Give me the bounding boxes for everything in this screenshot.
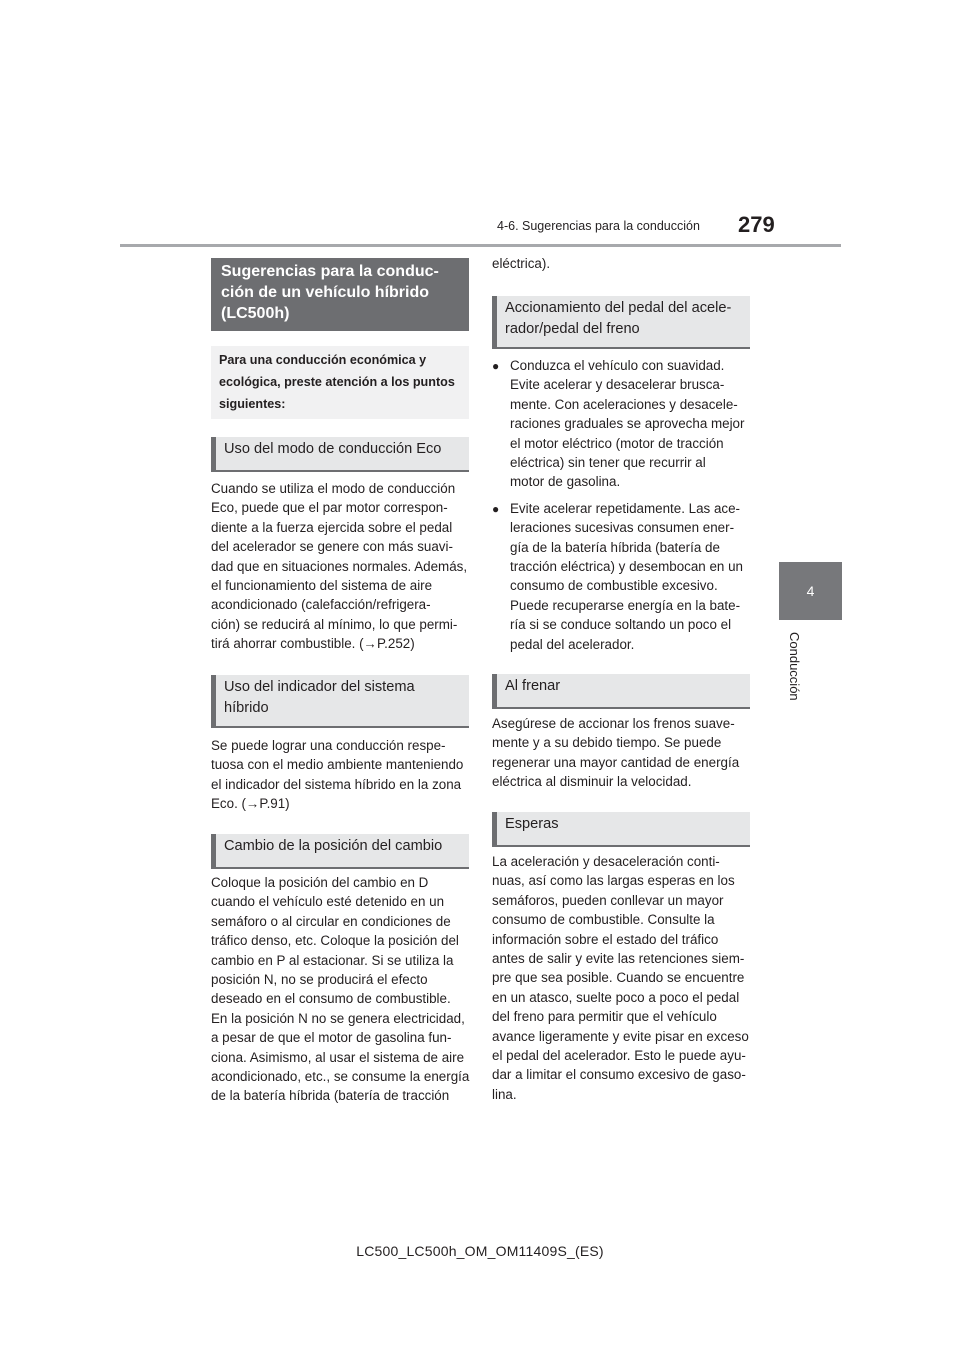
heading-pedal-operation: [492, 296, 750, 349]
waiting-paragraph: [492, 852, 754, 1104]
bullet-icon: ●: [492, 501, 500, 516]
text-line: dad que en situaciones normales. Además,: [211, 558, 468, 574]
text-line: gía de la batería híbrida (batería de: [510, 539, 720, 555]
braking-paragraph: [492, 714, 754, 792]
heading-eco-mode: [211, 437, 469, 472]
eco-mode-paragraph: [211, 479, 473, 654]
text-line: acondicionado, etc., se consume la energía: [211, 1069, 470, 1085]
text-line: del freno para permitir que el vehículo: [492, 1009, 717, 1025]
heading-line: Esperas: [505, 816, 559, 832]
heading-line: Uso del modo de conducción Eco: [224, 441, 442, 457]
bullet-item: [492, 356, 754, 492]
bullet-list: [492, 356, 754, 654]
section-title-box: [211, 258, 469, 331]
text-line: regenerar una mayor cantidad de energía: [492, 754, 740, 770]
text-line: ría si se conduce soltando un poco el: [510, 617, 732, 633]
text-line: cuando el vehículo esté detenido en un: [211, 894, 445, 910]
text-line: avance ligeramente y evite pisar en exceso: [492, 1028, 749, 1044]
header-section-title: 4-6. Sugerencias para la conducción: [497, 219, 700, 233]
text-line: mente y a su debido tiempo. Se puede: [492, 735, 722, 751]
text-line: La aceleración y desaceleración conti-: [492, 854, 720, 869]
section-title-line: (LC500h): [221, 305, 290, 322]
text-line: eléctrica) sin tener que recurrir al: [510, 455, 706, 471]
hybrid-indicator-paragraph: [211, 736, 473, 814]
text-line: tráfico denso, etc. Coloque la posición del: [211, 933, 459, 949]
bullet-item: [492, 499, 754, 654]
text-line: el motor eléctrico (motor de tracción: [510, 435, 724, 451]
text-line: en un atasco, suelte poco a poco el pedal: [492, 989, 740, 1005]
text-line: lina.: [492, 1086, 517, 1102]
text-line: Coloque la posición del cambio en D: [211, 875, 429, 890]
text-line: el indicador del sistema híbrido en la zona: [211, 776, 462, 792]
text-line: ciona. Asimismo, al usar el sistema de aire: [211, 1049, 465, 1065]
text-line: raciones graduales se aprovecha mejor: [510, 416, 745, 432]
text-line: información sobre el estado del tráfico: [492, 931, 719, 947]
heading-line: Uso del indicador del sistema: [224, 679, 415, 695]
heading-line: Cambio de la posición del cambio: [224, 838, 443, 854]
text-line: a pesar de que el motor de gasolina fun-: [211, 1030, 452, 1046]
text-line: motor de gasolina.: [510, 474, 621, 490]
chapter-tab: [779, 562, 842, 620]
text-line: semáforos, pueden conllevar un mayor: [492, 892, 724, 908]
heading-shift-position: [211, 834, 469, 869]
heading-line: Accionamiento del pedal del acele-: [505, 300, 732, 316]
heading-waiting: [492, 812, 750, 847]
text-line: nuas, así como las largas esperas en los: [492, 873, 735, 889]
text-line: leraciones sucesivas consumen ener-: [510, 520, 735, 536]
text-line: el funcionamiento del sistema de aire: [211, 578, 433, 594]
section-title-line: Sugerencias para la conduc-: [221, 263, 439, 280]
text-line: dar a limitar el consumo excesivo de gaso-: [492, 1067, 746, 1083]
text-line: En la posición N no se genera electricidad,: [211, 1010, 465, 1026]
chapter-label: Conducción: [787, 632, 802, 701]
text-line: Cuando se utiliza el modo de conducción: [211, 481, 456, 496]
text-line: Evite acelerar y desacelerar brusca-: [510, 377, 725, 393]
heading-braking: [492, 674, 750, 709]
intro-line: siguientes:: [219, 397, 286, 411]
text-line: mente. Con aceleraciones y desacele-: [510, 396, 738, 412]
shift-position-paragraph: [211, 873, 473, 1106]
chapter-number: 4: [806, 583, 815, 599]
text-line: deseado en el consumo de combustible.: [211, 991, 451, 1007]
text-line: Asegúrese de accionar los frenos suave-: [492, 716, 735, 731]
header-divider: [120, 244, 841, 247]
text-line: pedal del acelerador.: [510, 636, 635, 652]
text-line: diente a la fuerza ejercida sobre el pedal: [211, 519, 453, 535]
text-line: Conduzca el vehículo con suavidad.: [510, 358, 725, 373]
text-line: semáforo o al circular en condiciones de: [211, 913, 451, 929]
continuation-text: eléctrica).: [492, 256, 551, 271]
text-line: posición N, no se producirá el efecto: [211, 972, 428, 988]
text-line: consumo de combustible excesivo.: [510, 578, 718, 594]
document-id-footer: LC500_LC500h_OM_OM11409S_(ES): [356, 1243, 604, 1259]
text-line: Se puede lograr una conducción respe-: [211, 738, 446, 753]
heading-line: híbrido: [224, 700, 269, 716]
text-line: tracción eléctrica) y desembocan en un: [510, 559, 743, 575]
text-line: el pedal del acelerador. Esto le puede ayu-: [492, 1048, 746, 1064]
text-line: tirá ahorrar combustible. (→P.252): [211, 636, 415, 652]
text-line: pre que sea posible. Cuando se encuentre: [492, 970, 745, 986]
text-line: Eco. (→P.91): [211, 796, 290, 812]
text-line: Evite acelerar repetidamente. Las ace-: [510, 500, 740, 516]
text-line: acondicionado (calefacción/refrigera-: [211, 597, 431, 613]
text-line: cambio en P al estacionar. Si se utiliza la: [211, 952, 454, 968]
heading-line: rador/pedal del freno: [505, 321, 640, 337]
intro-box: [211, 346, 469, 419]
text-line: del acelerador se genere con más suavi-: [211, 539, 453, 555]
heading-hybrid-indicator: [211, 675, 469, 728]
text-line: tuosa con el medio ambiente manteniendo: [211, 757, 464, 773]
text-line: Puede recuperarse energía en la bate-: [510, 597, 741, 613]
text-line: de la batería híbrida (batería de tracción: [211, 1088, 450, 1104]
text-line: ción) se reducirá al mínimo, lo que permi-: [211, 616, 458, 632]
page-number: 279: [738, 212, 775, 237]
text-line: consumo de combustible. Consulte la: [492, 912, 715, 928]
section-title-line: ción de un vehículo híbrido: [221, 284, 430, 301]
intro-line: Para una conducción económica y: [219, 353, 427, 367]
text-line: antes de salir y evite las retenciones siem-: [492, 951, 745, 967]
heading-line: Al frenar: [505, 678, 561, 694]
intro-line: ecológica, preste atención a los puntos: [219, 375, 455, 389]
text-line: Eco, puede que el par motor correspon-: [211, 500, 448, 516]
text-line: eléctrica al disminuir la velocidad.: [492, 774, 692, 790]
bullet-icon: ●: [492, 359, 500, 373]
